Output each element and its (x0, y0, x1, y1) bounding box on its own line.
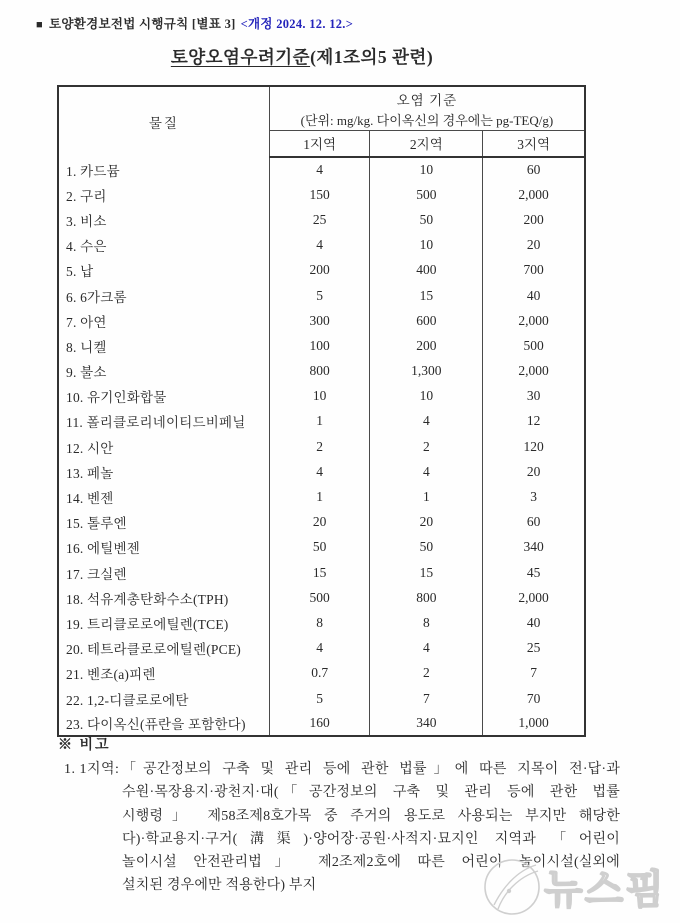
substance-name-cell: 17. 크실렌 (66, 566, 127, 582)
region1-value-cell: 4 (269, 233, 370, 258)
table-row (58, 510, 585, 535)
region1-value-cell: 4 (269, 636, 370, 661)
revision-date-text: <개정 2024. 12. 12.> (240, 17, 354, 31)
region3-value-cell: 2,000 (483, 585, 585, 610)
contamination-standards-table (57, 85, 586, 737)
table-row (58, 484, 585, 509)
region2-value-cell: 50 (370, 535, 483, 560)
region2-value-cell: 10 (370, 233, 483, 258)
region1-value-cell: 4 (269, 157, 370, 182)
region3-value-cell: 1,000 (483, 711, 585, 736)
substance-name-cell: 11. 폴리클로리네이티드비페닐 (66, 415, 246, 431)
page-title-underlined: 토양오염우려기준 (170, 47, 311, 67)
substance-name-cell: 14. 벤젠 (66, 491, 114, 507)
region3-value-cell: 60 (483, 510, 585, 535)
square-bullet-icon: ■ (36, 19, 43, 31)
region2-value-cell: 800 (370, 585, 483, 610)
region3-value-cell: 200 (483, 207, 585, 232)
table-row (58, 409, 585, 434)
region3-value-cell: 2,000 (483, 182, 585, 207)
region1-value-cell: 4 (269, 459, 370, 484)
region3-value-cell: 3 (483, 484, 585, 509)
region3-value-cell: 340 (483, 535, 585, 560)
region2-value-cell: 15 (370, 283, 483, 308)
table-row (58, 711, 585, 736)
substance-name-cell: 8. 니켈 (66, 339, 107, 355)
substance-name-cell: 16. 에틸벤젠 (66, 541, 141, 557)
region1-value-cell: 300 (269, 308, 370, 333)
table-row (58, 157, 585, 182)
note-line: 놀이시설 안전관리법」 제2조제2호에 따른 어린이 놀이시설(실외에 (122, 855, 620, 871)
region3-value-cell: 60 (483, 157, 585, 182)
region1-value-cell: 0.7 (269, 661, 370, 686)
note-line: 설치된 경우에만 적용한다) 부지 (122, 878, 317, 894)
column-header-region1: 1지역 (269, 131, 370, 158)
region2-value-cell: 500 (370, 182, 483, 207)
substance-name-cell: 10. 유기인화합물 (66, 390, 167, 406)
table-row (58, 636, 585, 661)
region2-value-cell: 10 (370, 157, 483, 182)
region3-value-cell: 45 (483, 560, 585, 585)
region2-value-cell: 2 (370, 434, 483, 459)
region3-value-cell: 40 (483, 610, 585, 635)
table-row (58, 585, 585, 610)
table-row (58, 610, 585, 635)
note-item-label: 1. 1지역: (64, 762, 120, 777)
region3-value-cell: 500 (483, 333, 585, 358)
region3-value-cell: 20 (483, 233, 585, 258)
column-header-region2: 2지역 (370, 131, 483, 158)
note-text-block (122, 758, 620, 898)
region3-value-cell: 70 (483, 686, 585, 711)
region1-value-cell: 50 (269, 535, 370, 560)
region1-value-cell: 15 (269, 560, 370, 585)
region1-value-cell: 160 (269, 711, 370, 736)
region2-value-cell: 4 (370, 636, 483, 661)
region1-value-cell: 200 (269, 258, 370, 283)
region2-value-cell: 4 (370, 459, 483, 484)
column-header-standard (269, 86, 585, 131)
region2-value-cell: 2 (370, 661, 483, 686)
region3-value-cell: 40 (483, 283, 585, 308)
notes-heading: ※ 비고 (58, 738, 111, 753)
region2-value-cell: 7 (370, 686, 483, 711)
substance-name-cell: 7. 아연 (66, 314, 107, 330)
region1-value-cell: 500 (269, 585, 370, 610)
region2-value-cell: 50 (370, 207, 483, 232)
region1-value-cell: 10 (269, 384, 370, 409)
column-header-substance: 물질 (58, 86, 269, 157)
region3-value-cell: 12 (483, 409, 585, 434)
substance-name-cell: 13. 페놀 (66, 465, 114, 481)
table-row (58, 661, 585, 686)
region3-value-cell: 7 (483, 661, 585, 686)
table-row (58, 283, 585, 308)
substance-name-cell: 4. 수은 (66, 239, 107, 255)
region2-value-cell: 15 (370, 560, 483, 585)
region2-value-cell: 10 (370, 384, 483, 409)
substance-name-cell: 21. 벤조(a)피렌 (66, 667, 156, 683)
table-row (58, 384, 585, 409)
region3-value-cell: 2,000 (483, 359, 585, 384)
region1-value-cell: 1 (269, 484, 370, 509)
region2-value-cell: 20 (370, 510, 483, 535)
table-row (58, 434, 585, 459)
region2-value-cell: 600 (370, 308, 483, 333)
substance-name-cell: 23. 다이옥신(퓨란을 포함한다) (66, 717, 246, 733)
doc-law-reference (36, 14, 353, 32)
region1-value-cell: 1 (269, 409, 370, 434)
region1-value-cell: 5 (269, 283, 370, 308)
substance-name-cell: 22. 1,2-디클로로에탄 (66, 692, 189, 708)
region1-value-cell: 800 (269, 359, 370, 384)
page-title-rest: (제1조의5 관련) (310, 47, 434, 67)
region1-value-cell: 2 (269, 434, 370, 459)
table-row (58, 535, 585, 560)
region2-value-cell: 200 (370, 333, 483, 358)
region2-value-cell: 8 (370, 610, 483, 635)
substance-name-cell: 12. 시안 (66, 440, 114, 456)
newspim-watermark-text: 뉴스핌 (544, 868, 666, 912)
substance-name-cell: 19. 트리클로로에틸렌(TCE) (66, 616, 229, 632)
law-title-text: 토양환경보전법 시행규칙 [별표 3] (48, 17, 236, 31)
region3-value-cell: 25 (483, 636, 585, 661)
table-row (58, 359, 585, 384)
region1-value-cell: 20 (269, 510, 370, 535)
region1-value-cell: 150 (269, 182, 370, 207)
table-row (58, 333, 585, 358)
column-header-region3: 3지역 (483, 131, 585, 158)
substance-name-cell: 20. 테트라클로로에틸렌(PCE) (66, 642, 241, 658)
note-line: 수원·목장용지·광천지·대(「공간정보의 구축 및 관리 등에 관한 법률 (122, 785, 620, 801)
table-row (58, 308, 585, 333)
region3-value-cell: 700 (483, 258, 585, 283)
substance-name-cell: 1. 카드뮴 (66, 163, 120, 179)
region3-value-cell: 30 (483, 384, 585, 409)
region1-value-cell: 5 (269, 686, 370, 711)
substance-name-cell: 9. 불소 (66, 365, 107, 381)
region1-value-cell: 25 (269, 207, 370, 232)
region1-value-cell: 8 (269, 610, 370, 635)
region3-value-cell: 2,000 (483, 308, 585, 333)
substance-name-cell: 18. 석유계총탄화수소(TPH) (66, 591, 229, 607)
note-line: 다)·학교용지·구거(溝渠)·양어장·공원·사적지·묘지인 지역과 「어린이 (122, 831, 620, 847)
unit-note-text: (단위: mg/kg. 다이옥신의 경우에는 pg-TEQ/g) (300, 113, 554, 128)
region2-value-cell: 1 (370, 484, 483, 509)
standard-header-text: 오염 기준 (396, 93, 458, 108)
table-row (58, 560, 585, 585)
region3-value-cell: 120 (483, 434, 585, 459)
note-line: 「공간정보의 구축 및 관리 등에 관한 법률」에 따른 지목이 전·답·과 (122, 762, 620, 777)
table-row (58, 686, 585, 711)
region3-value-cell: 20 (483, 459, 585, 484)
table-body (58, 157, 585, 736)
table-row (58, 207, 585, 232)
region2-value-cell: 340 (370, 711, 483, 736)
substance-name-cell: 5. 납 (66, 264, 94, 280)
table-row (58, 258, 585, 283)
note-line: 시행령」 제58조제8호가목 중 주거의 용도로 사용되는 부지만 해당한 (122, 808, 620, 824)
table-row (58, 182, 585, 207)
substance-name-cell: 3. 비소 (66, 213, 107, 229)
page-title (57, 44, 547, 69)
region2-value-cell: 4 (370, 409, 483, 434)
substance-name-cell: 6. 6가크롬 (66, 289, 127, 305)
region2-value-cell: 400 (370, 258, 483, 283)
substance-name-cell: 15. 톨루엔 (66, 516, 127, 532)
region1-value-cell: 100 (269, 333, 370, 358)
table-row (58, 459, 585, 484)
table-row (58, 233, 585, 258)
substance-name-cell: 2. 구리 (66, 188, 107, 204)
region2-value-cell: 1,300 (370, 359, 483, 384)
